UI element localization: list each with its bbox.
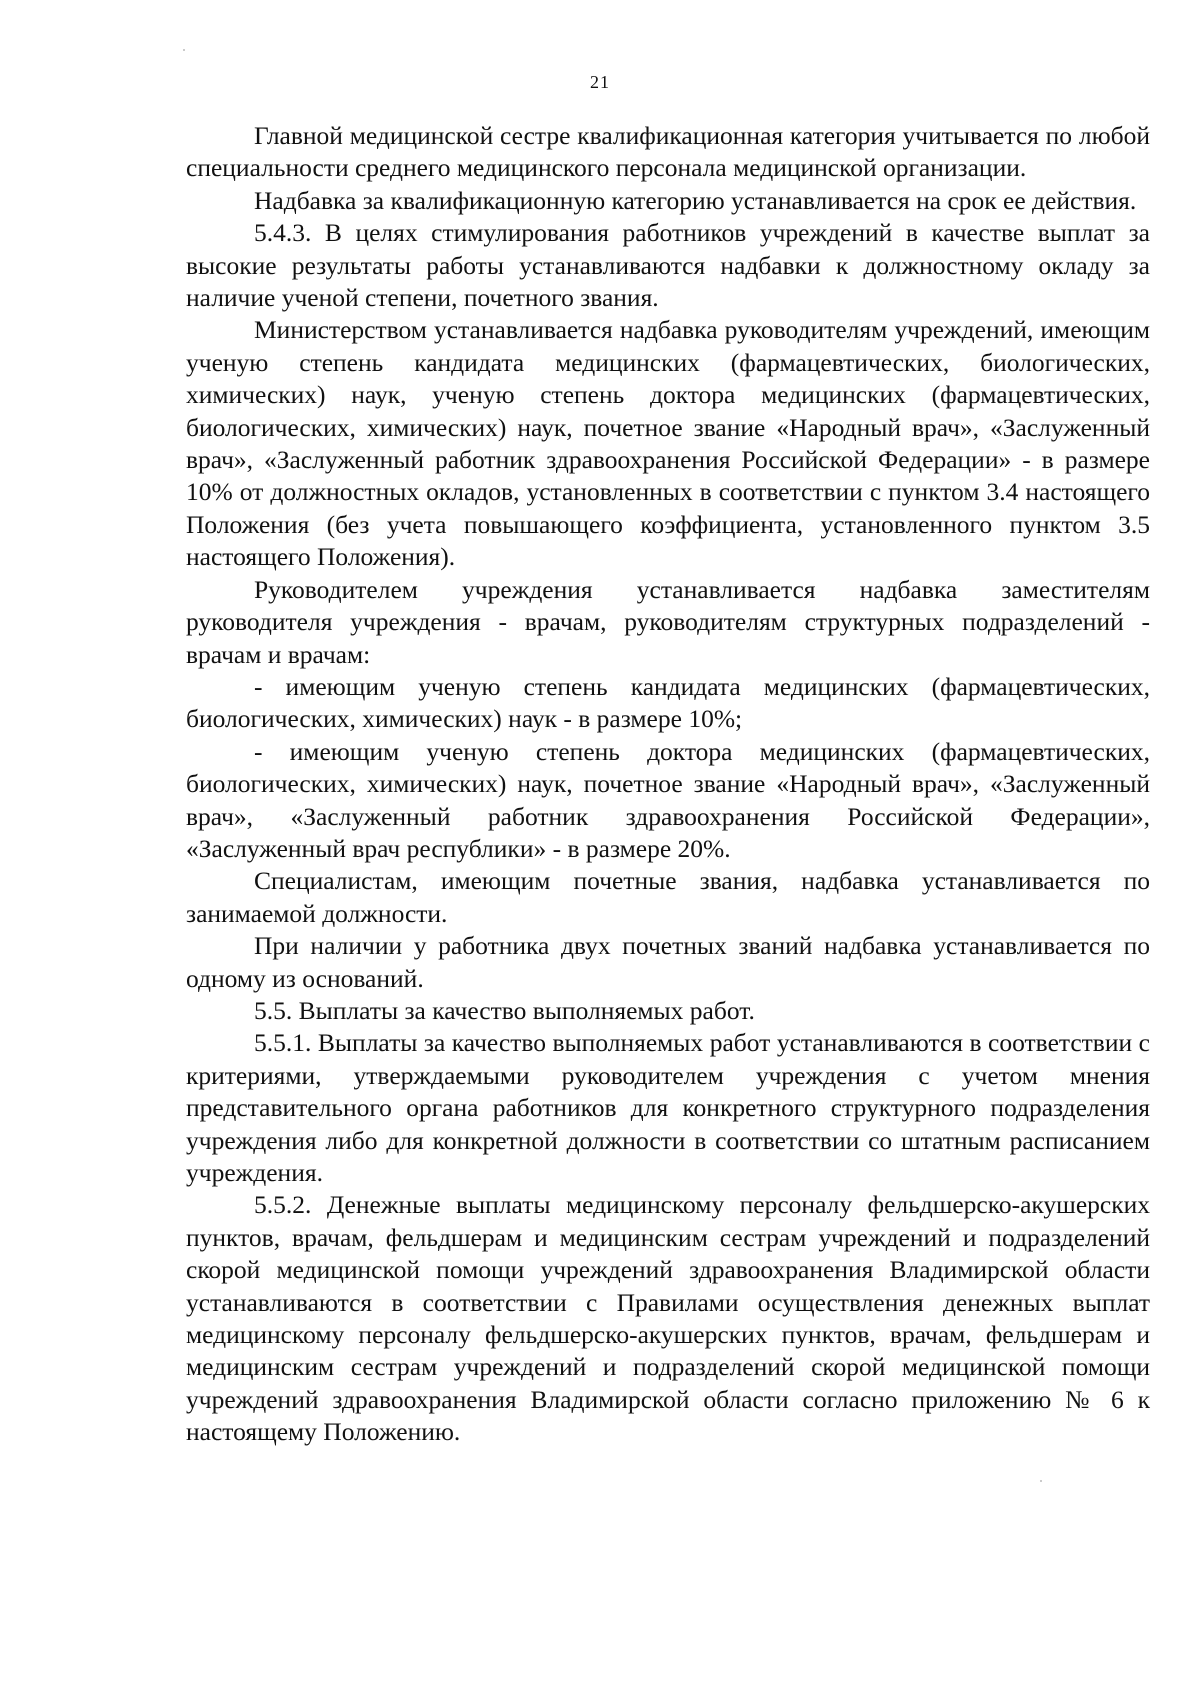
paragraph-category-term: Надбавка за квалификационную категорию устанавливается на срок ее действия. — [254, 185, 1137, 215]
paragraph-5-4-3: 5.4.3. В целях стимулирования работников учреждений в качестве выплат за высокие результаты работы устанавливаются надбавки к должностному окладу за наличие ученой степени, почетного звания. — [186, 218, 1150, 313]
paragraph-head-nurse-category: Главной медицинской сестре квалификационная категория учитывается по любой специальности среднего медицинского персонала медицинской организации. — [186, 121, 1150, 183]
paragraph-ministry-bonus: Министерством устанавливается надбавка руководителям учреждений, имеющим ученую степень кандидата медицинских (фармацевтических, биологических, химических) наук, ученую степень доктора медицинских (фармацевтических, биологических, химических) наук, почетное звание «Народный врач», «Заслуженный врач», «Заслуженный работник здравоохранения Российской Федерации» - в размере 10% от должностных окладов, установленных в соответствии с пунктом 3.4 настоящего Положения (без учета повышающего коэффициента, установленного пунктом 3.5 настоящего Положения). — [186, 315, 1150, 572]
page-number: 21 — [590, 72, 610, 92]
paragraph-5-5-2: 5.5.2. Денежные выплаты медицинскому персоналу фельдшерско-акушерских пунктов, врачам, фельдшерам и медицинским сестрам учреждений и подразделений скорой медицинской помощи учреждений здравоохранения Владимирской области устанавливаются в соответствии с Правилами осуществления денежных выплат медицинскому персоналу фельдшерско-акушерских пунктов, врачам, фельдшерам и медицинским сестрам учреждений и подразделений скорой медицинской помощи учреждений здравоохранения Владимирской области согласно приложению № 6 к настоящему Положению. — [186, 1190, 1150, 1447]
list-item-candidate-degree: - имеющим ученую степень кандидата медицинских (фармацевтических, биологических, химических) наук - в размере 10%; — [186, 671, 1150, 734]
paragraph-head-bonus: Руководителем учреждения устанавливается надбавка заместителям руководителя учреждения - врачам, руководителям структурных подразделений - врачам и врачам: — [186, 574, 1150, 669]
scan-speck — [183, 49, 185, 51]
section-heading-5-5: 5.5. Выплаты за качество выполняемых работ. — [254, 995, 755, 1025]
document-body — [186, 120, 1150, 1449]
paragraph-specialists: Специалистам, имеющим почетные звания, надбавка устанавливается по занимаемой должности. — [186, 866, 1150, 928]
list-item-doctor-degree: - имеющим ученую степень доктора медицинских (фармацевтических, биологических, химических) наук, почетное звание «Народный врач», «Заслуженный врач», «Заслуженный работник здравоохранения Российской Федерации», «Заслуженный врач республики» - в размере 20%. — [186, 736, 1150, 863]
scan-speck — [1040, 1480, 1042, 1482]
paragraph-5-5-1: 5.5.1. Выплаты за качество выполняемых работ устанавливаются в соответствии с критериями, утверждаемыми руководителем учреждения с учетом мнения представительного органа работников для конкретного структурного подразделения учреждения либо для конкретной должности в соответствии со штатным расписанием учреждения. — [186, 1028, 1150, 1187]
paragraph-two-titles: При наличии у работника двух почетных званий надбавка устанавливается по одному из оснований. — [186, 931, 1150, 993]
